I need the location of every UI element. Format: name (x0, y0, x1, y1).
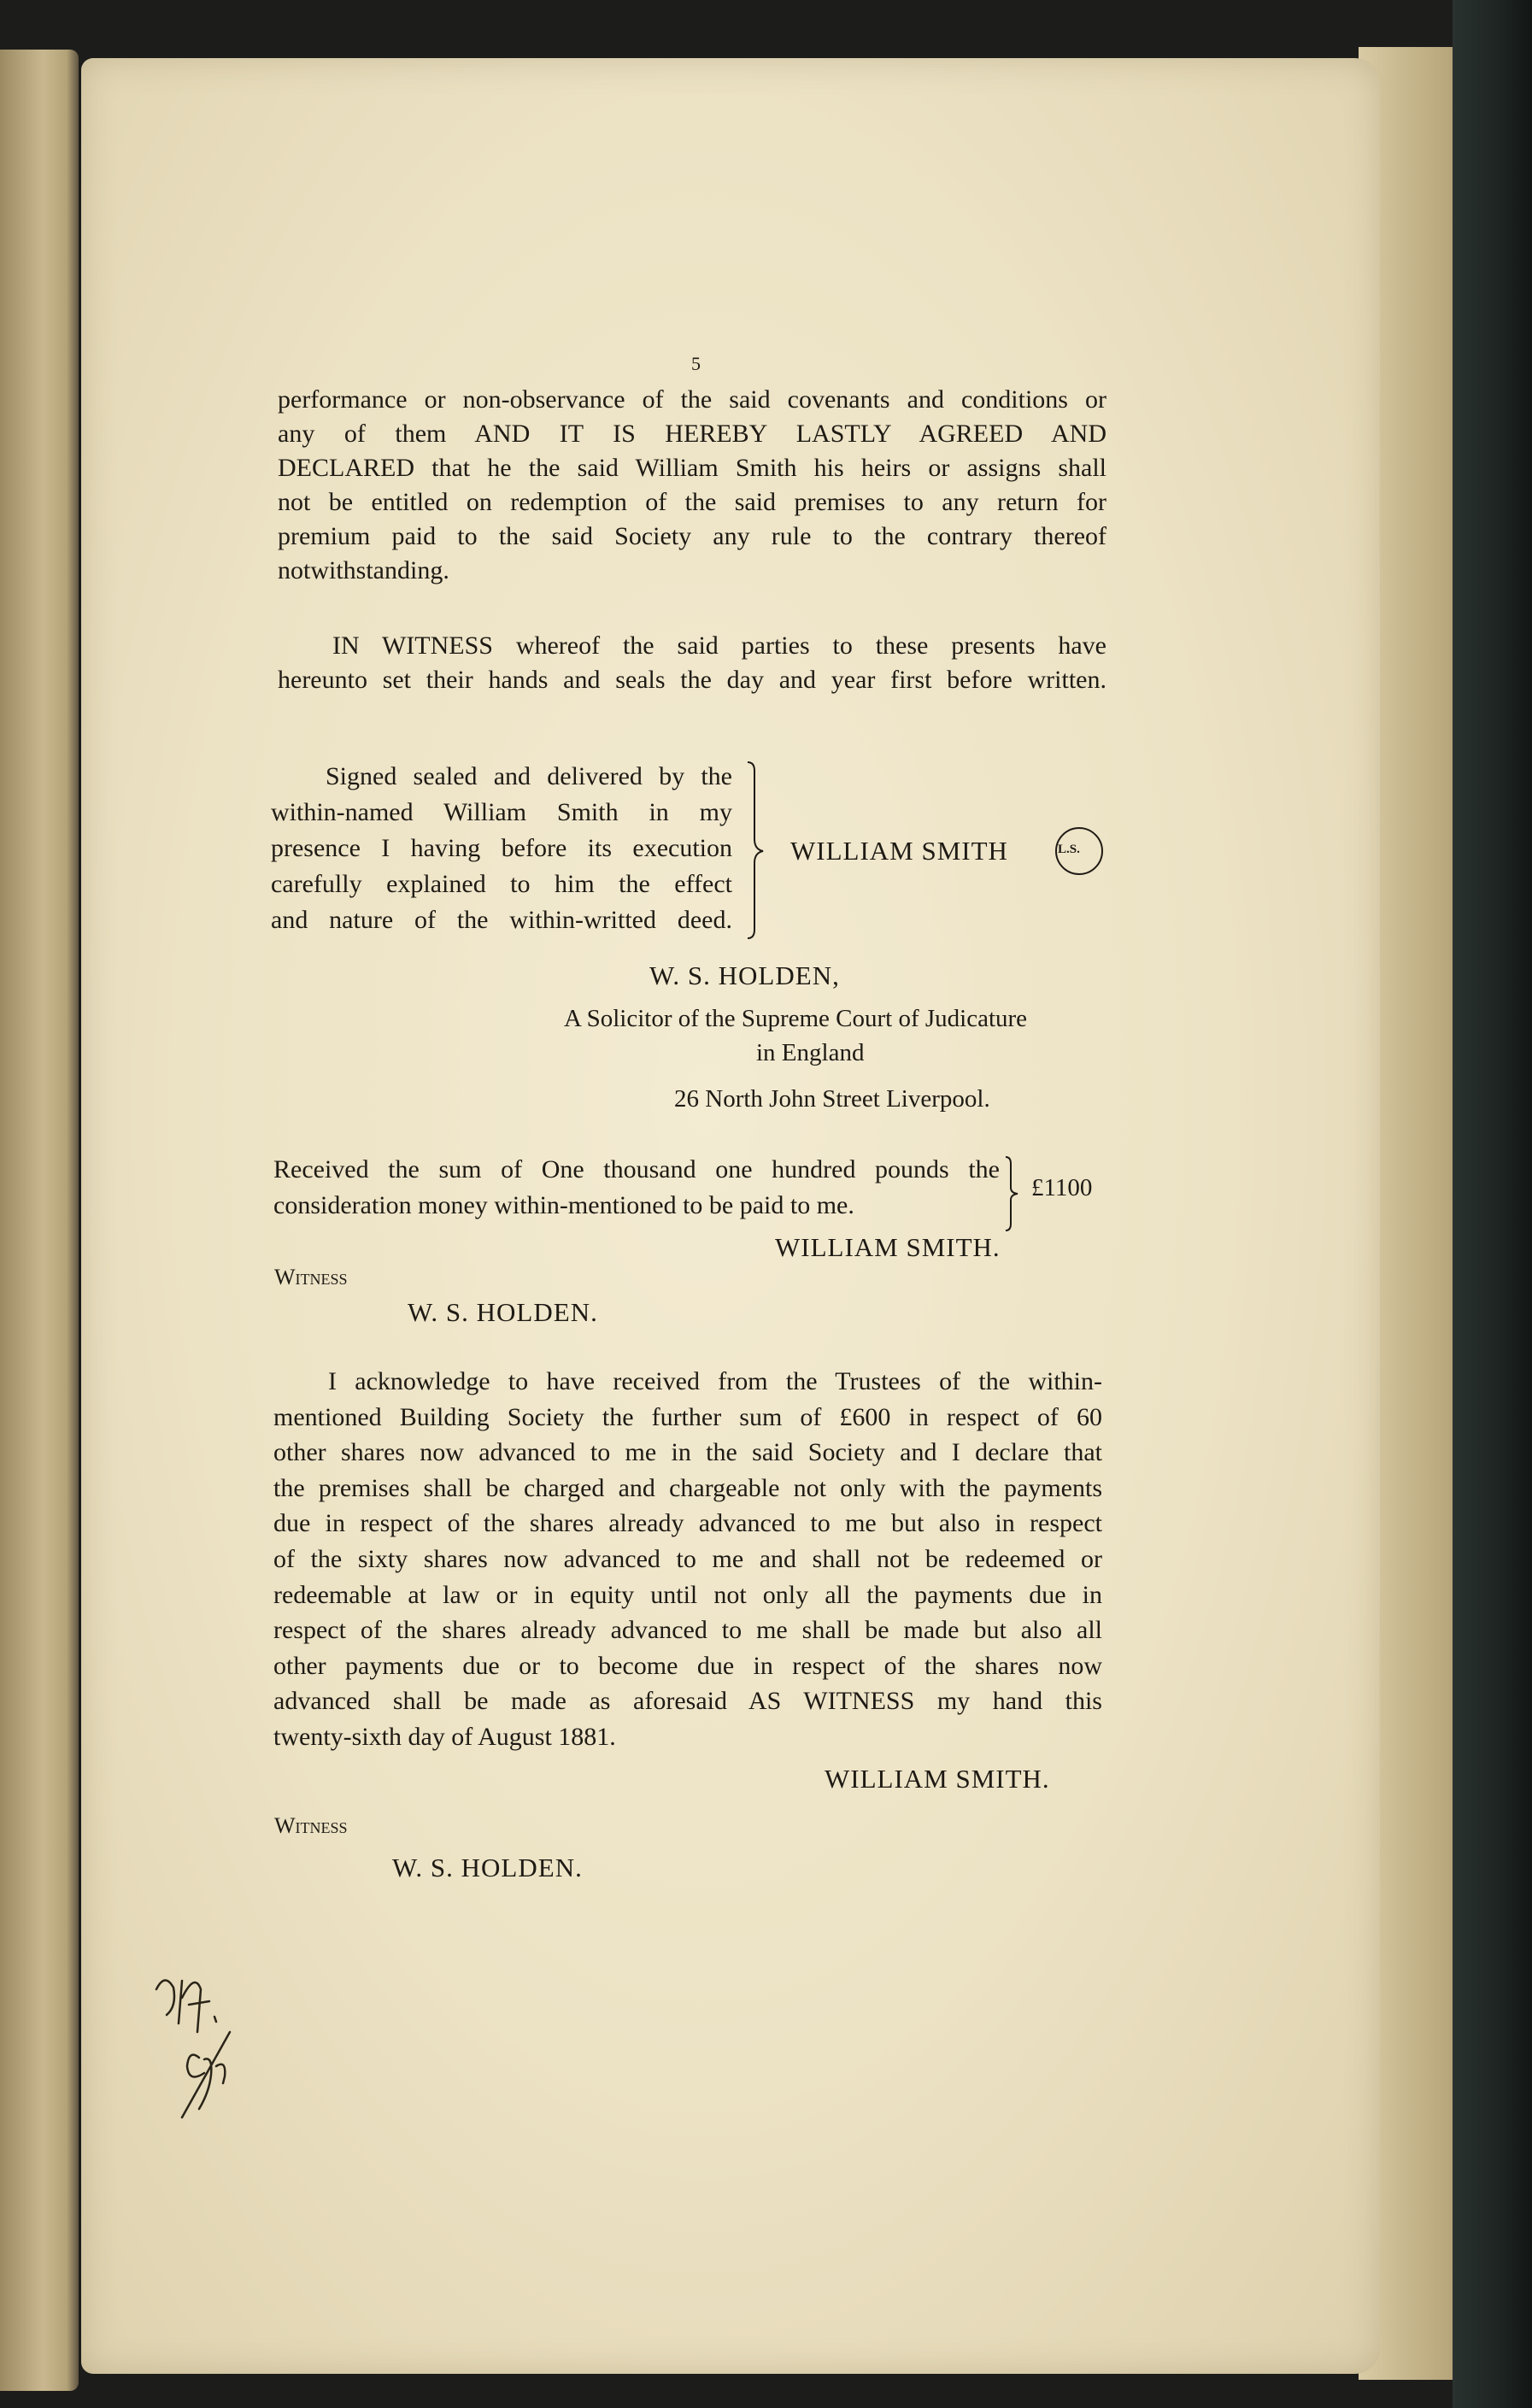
text-line: due in respect of the shares already advanced to me but also in respect (273, 1509, 1102, 1538)
book-cover (1453, 0, 1532, 2408)
text-line: of the sixty shares now advanced to me and shall not be redeemed or (273, 1544, 1102, 1573)
page-number: 5 (691, 353, 701, 374)
acknowledgement-signature: WILLIAM SMITH. (825, 1764, 1050, 1794)
text-line: presence I having before its execution (271, 834, 732, 862)
text-line: advanced shall be made as aforesaid AS WITNESS my hand this (273, 1687, 1102, 1716)
text-line: Received the sum of One thousand one hundred pounds the (273, 1155, 1000, 1183)
brace-icon (1001, 1155, 1026, 1232)
signing-clause (271, 759, 732, 938)
brace-icon (741, 761, 775, 940)
witness-address: 26 North John Street Liverpool. (674, 1085, 990, 1113)
receipt-witness-name: W. S. HOLDEN. (408, 1297, 598, 1327)
text-line: not be entitled on redemption of the said premises to any return for (278, 488, 1106, 516)
text-line: performance or non-observance of the said covenants and conditions or (278, 385, 1106, 414)
receipt-amount: £1100 (1031, 1174, 1093, 1201)
handwritten-initials-icon (148, 1964, 293, 2135)
witness-title: A Solicitor of the Supreme Court of Judicature (564, 1005, 1028, 1032)
text-line: DECLARED that he the said William Smith his heirs or assigns shall (278, 454, 1106, 482)
acknowledgement-paragraph (273, 1364, 1102, 1755)
receipt-clause (273, 1152, 1000, 1224)
signer-name: WILLIAM SMITH (790, 836, 1008, 866)
text-line: I acknowledge to have received from the Trustees of the within- (328, 1367, 1102, 1395)
text-line: hereunto set their hands and seals the day and year first before written. (278, 666, 1106, 694)
acknowledgement-witness-name: W. S. HOLDEN. (392, 1853, 583, 1882)
text-line: carefully explained to him the effect (271, 870, 732, 898)
text-line: IN WITNESS whereof the said parties to these presents have (332, 631, 1106, 660)
text-line: consideration money within-mentioned to be paid to me. (273, 1191, 854, 1219)
text-line: within-named William Smith in my (271, 798, 732, 826)
witness-label: Witness (274, 1813, 348, 1838)
text-line: mentioned Building Society the further sum of £600 in respect of 60 (273, 1402, 1102, 1431)
text-line: notwithstanding. (278, 556, 449, 584)
text-line: respect of the shares already advanced to me shall be made but also all (273, 1616, 1102, 1645)
paragraph-in-witness (278, 629, 1106, 697)
document-page (81, 58, 1380, 2374)
text-line: Signed sealed and delivered by the (326, 762, 732, 790)
text-line: twenty-sixth day of August 1881. (273, 1722, 616, 1751)
paragraph-covenants (278, 383, 1106, 588)
text-line: any of them AND IT IS HEREBY LASTLY AGREED AND (278, 420, 1106, 448)
text-line: other payments due or to become due in respect of the shares now (273, 1651, 1102, 1680)
left-page-edge (0, 50, 79, 2391)
witness-name: W. S. HOLDEN, (649, 960, 840, 990)
text-line: the premises shall be charged and chargeable not only with the payments (273, 1473, 1102, 1502)
seal-label: L.S. (1058, 843, 1080, 856)
witness-label: Witness (274, 1265, 348, 1289)
receipt-signature: WILLIAM SMITH. (775, 1232, 1001, 1262)
witness-title-line-2: in England (756, 1039, 865, 1066)
text-line: redeemable at law or in equity until not only all the payments due in (273, 1580, 1102, 1609)
text-line: other shares now advanced to me in the said Society and I declare that (273, 1438, 1102, 1467)
text-line: and nature of the within-writted deed. (271, 906, 732, 934)
text-line: premium paid to the said Society any rule to the contrary thereof (278, 522, 1106, 550)
